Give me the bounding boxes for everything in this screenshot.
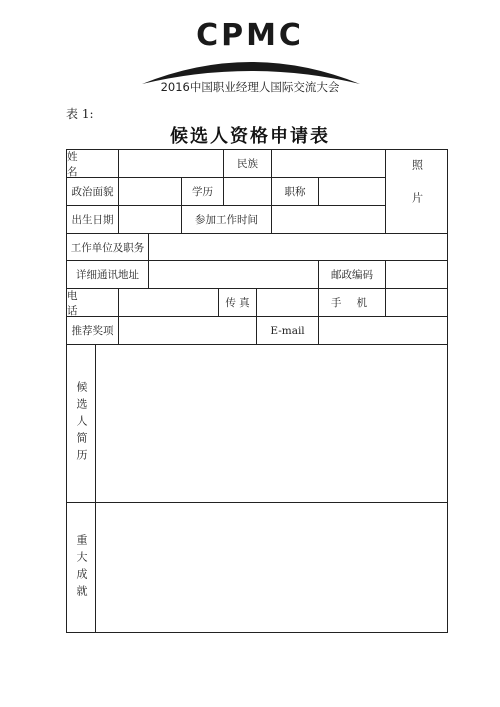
title-field[interactable] xyxy=(319,178,385,205)
label-employer-position: 工作单位及职务 xyxy=(70,241,145,254)
education-field[interactable] xyxy=(224,178,271,205)
table-label: 表 1: xyxy=(66,107,94,121)
label-education: 学历 xyxy=(192,186,213,198)
birth-date-field[interactable] xyxy=(119,206,181,233)
logo-text: CPMC xyxy=(196,18,304,53)
label-phone: 电 话 xyxy=(67,289,88,317)
label-resume: 候选人简历 xyxy=(75,381,88,466)
label-ethnicity: 民族 xyxy=(237,158,258,170)
name-field[interactable] xyxy=(119,150,223,177)
political-status-field[interactable] xyxy=(119,178,181,205)
label-title: 职称 xyxy=(284,186,306,198)
photo-label: 照片 xyxy=(410,158,424,225)
phone-field[interactable] xyxy=(119,289,218,316)
postal-code-field[interactable] xyxy=(386,261,447,288)
label-birth-date: 出生日期 xyxy=(71,214,114,226)
label-political-status: 政治面貌 xyxy=(71,186,114,198)
address-field[interactable] xyxy=(149,261,318,288)
form-title: 候选人资格申请表 xyxy=(170,126,330,147)
event-subtitle: 2016中国职业经理人国际交流大会 xyxy=(160,80,340,94)
label-recommended-award: 推荐奖项 xyxy=(71,325,114,337)
label-postal-code: 邮政编码 xyxy=(331,269,373,281)
fax-field[interactable] xyxy=(257,289,318,316)
email-field[interactable] xyxy=(319,317,447,344)
label-fax: 传 真 xyxy=(225,297,250,309)
label-work-start: 参加工作时间 xyxy=(195,214,258,226)
achievements-field[interactable] xyxy=(96,503,447,632)
resume-field[interactable] xyxy=(96,345,447,502)
label-mobile: 手 机 xyxy=(330,297,374,309)
mobile-field[interactable] xyxy=(386,289,447,316)
label-email: E-mail xyxy=(270,324,305,337)
work-start-field[interactable] xyxy=(272,206,385,233)
recommended-award-field[interactable] xyxy=(119,317,256,344)
ethnicity-field[interactable] xyxy=(272,150,385,177)
employer-position-field[interactable] xyxy=(149,234,447,260)
label-address: 详细通讯地址 xyxy=(76,269,139,281)
label-achievements: 重大成就 xyxy=(75,533,88,602)
label-name: 姓 名 xyxy=(67,150,88,178)
